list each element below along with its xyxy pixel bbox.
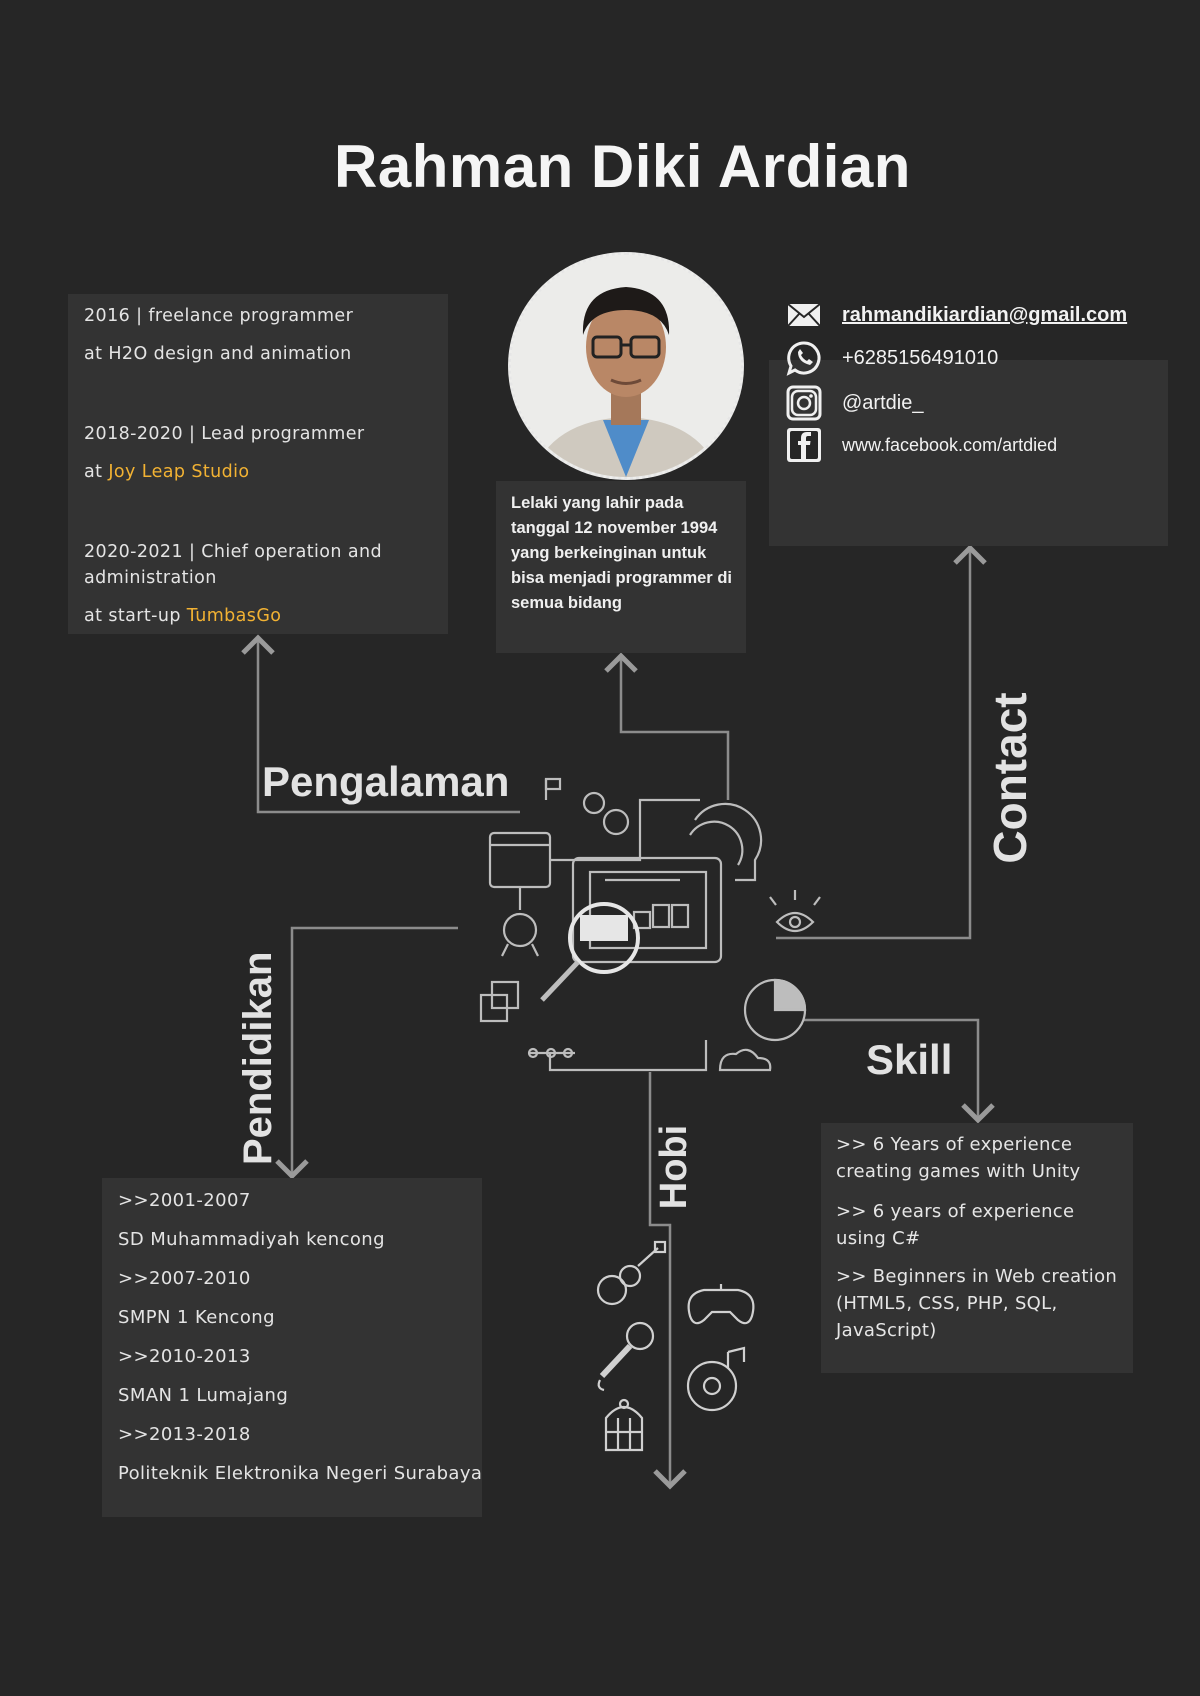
about-text: Lelaki yang lahir pada tanggal 12 november 1994 yang berkeinginan untuk bisa menjadi programmer di semua bidang bbox=[511, 494, 732, 612]
birdcage-icon bbox=[606, 1400, 642, 1450]
skill-box bbox=[821, 1123, 1133, 1373]
guitar-icon bbox=[598, 1242, 665, 1304]
contact-instagram[interactable] bbox=[786, 384, 923, 422]
experience-entry-2-period: 2018-2020 | Lead programmer bbox=[84, 424, 365, 444]
avatar bbox=[511, 255, 741, 477]
education-connector bbox=[292, 928, 458, 1176]
education-school-2: SMPN 1 Kencong bbox=[118, 1307, 275, 1328]
education-years-4: >>2013-2018 bbox=[118, 1424, 251, 1445]
hobby-icons bbox=[598, 1242, 753, 1450]
skill-item-2: >> 6 years of experience using C# bbox=[836, 1201, 1075, 1249]
facebook-icon bbox=[786, 427, 822, 463]
contact-facebook[interactable] bbox=[786, 426, 1057, 464]
education-school-3: SMAN 1 Lumajang bbox=[118, 1385, 289, 1406]
section-label-contact: Contact bbox=[984, 692, 1036, 864]
instagram-handle[interactable]: @artdie_ bbox=[842, 391, 924, 414]
profile-photo bbox=[508, 252, 744, 480]
experience-box bbox=[68, 294, 448, 634]
music-disc-icon bbox=[688, 1348, 744, 1410]
experience-entry-3-period: 2020-2021 | Chief operation and bbox=[84, 542, 382, 562]
experience-entry-1-period: 2016 | freelance programmer bbox=[84, 306, 354, 326]
instagram-icon bbox=[786, 385, 822, 421]
experience-entry-3-place: at start-up TumbasGo bbox=[84, 606, 282, 626]
education-years-1: >>2001-2007 bbox=[118, 1190, 251, 1211]
section-label-pendidikan: Pendidikan bbox=[236, 951, 280, 1165]
experience-entry-1-place: at H2O design and animation bbox=[84, 344, 352, 364]
facebook-url[interactable]: www.facebook.com/artdied bbox=[842, 434, 1058, 455]
education-years-3: >>2010-2013 bbox=[118, 1346, 251, 1367]
education-box bbox=[102, 1178, 482, 1517]
company-joy-leap-studio: Joy Leap Studio bbox=[108, 462, 250, 482]
skill-item-1: >> 6 Years of experience creating games with Unity bbox=[836, 1134, 1081, 1182]
education-school-4: Politeknik Elektronika Negeri Surabaya bbox=[118, 1463, 483, 1484]
section-label-skill: Skill bbox=[866, 1036, 953, 1083]
company-tumbasgo: TumbasGo bbox=[186, 606, 282, 626]
page-title: Rahman Diki Ardian bbox=[334, 133, 911, 200]
skill-item-3: >> Beginners in Web creation (HTML5, CSS, PHP, SQL, JavaScript) bbox=[836, 1266, 1118, 1341]
contact-connector bbox=[776, 548, 970, 938]
section-label-hobi: Hobi bbox=[653, 1124, 695, 1210]
email-link[interactable]: rahmandikiardian@gmail.com bbox=[842, 303, 1128, 326]
gamepad-icon bbox=[689, 1284, 754, 1323]
about-connector bbox=[621, 656, 728, 800]
mail-icon bbox=[786, 297, 822, 333]
whatsapp-icon bbox=[786, 340, 822, 376]
section-label-pengalaman: Pengalaman bbox=[262, 758, 510, 805]
education-school-1: SD Muhammadiyah kencong bbox=[118, 1229, 385, 1250]
about-box bbox=[496, 481, 746, 653]
contact-phone bbox=[786, 339, 998, 377]
tech-infographic bbox=[481, 779, 820, 1070]
microphone-icon bbox=[599, 1323, 653, 1390]
experience-entry-2-place: at Joy Leap Studio bbox=[84, 462, 250, 482]
phone-number: +6285156491010 bbox=[842, 346, 999, 369]
experience-entry-3-period-cont: administration bbox=[84, 568, 217, 588]
education-years-2: >>2007-2010 bbox=[118, 1268, 251, 1289]
contact-email[interactable] bbox=[786, 296, 1127, 334]
